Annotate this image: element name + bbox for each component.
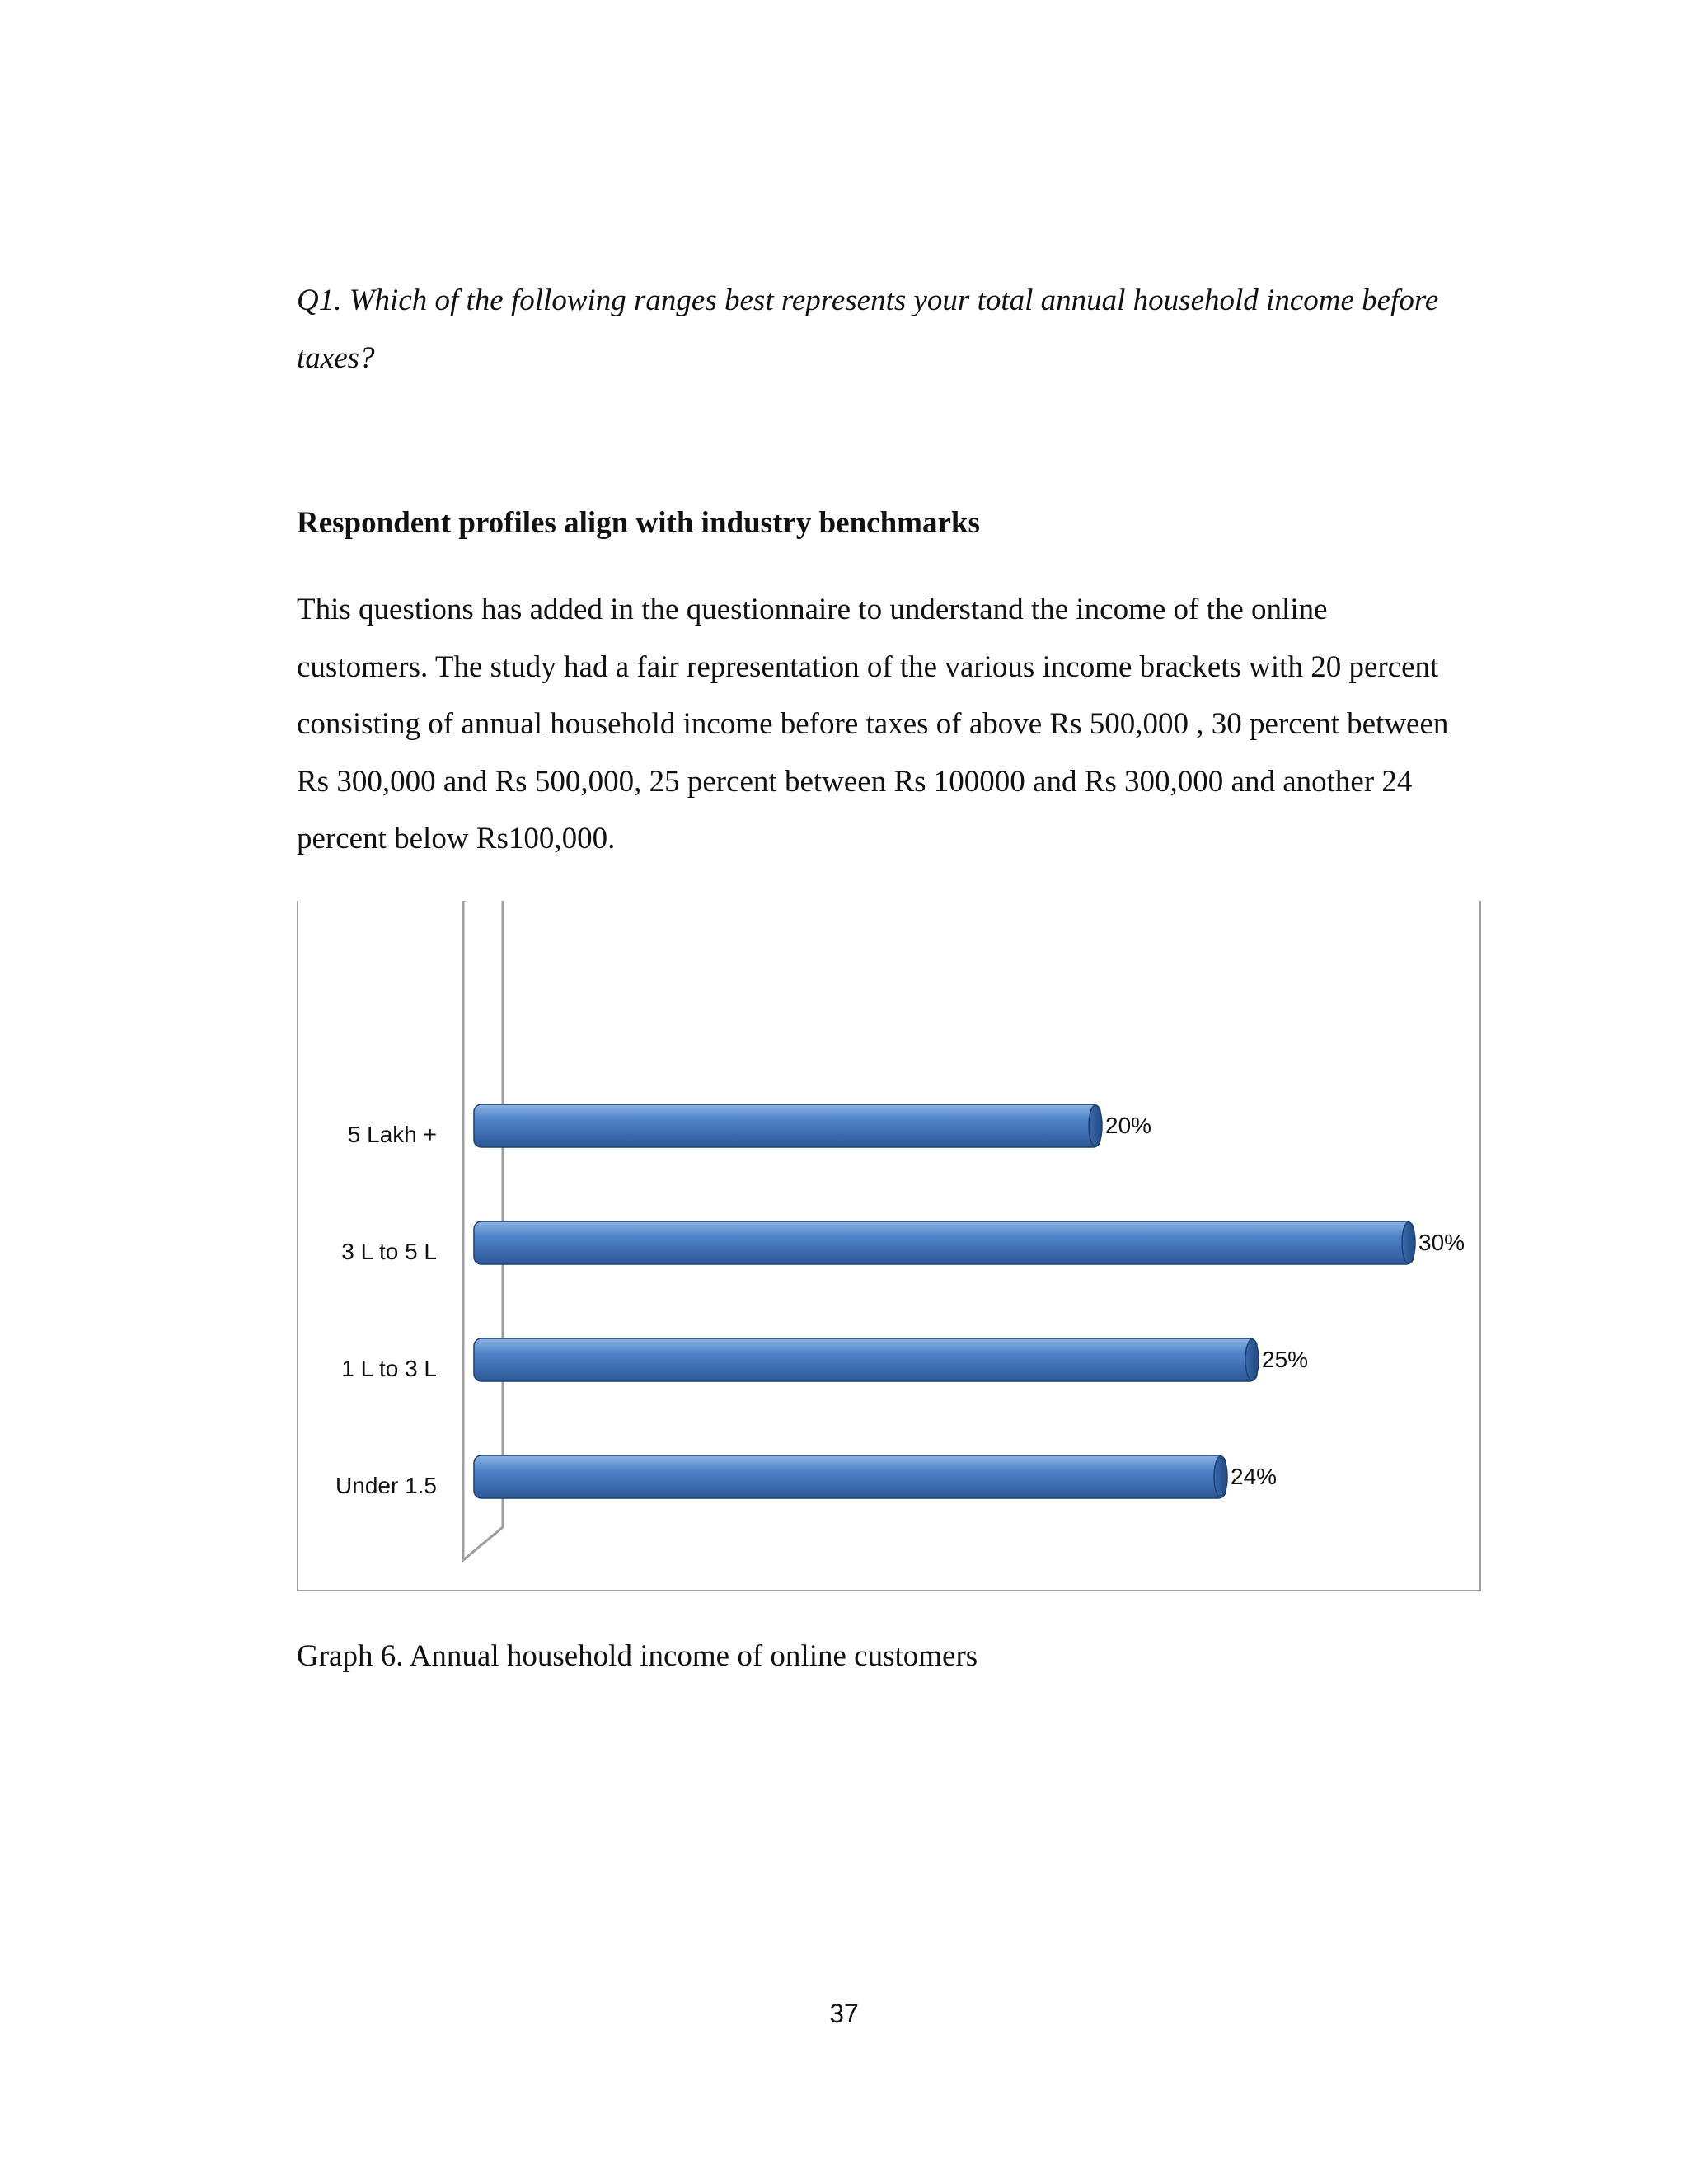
value-label: 24% — [1231, 1464, 1278, 1489]
bar — [474, 1104, 1100, 1147]
chart-canvas — [298, 901, 1479, 1590]
category-label: Under 1.5 — [335, 1473, 437, 1498]
bar-end-cap — [1089, 1105, 1102, 1146]
question-text: Q1. Which of the following ranges best represents your total annual household income before taxes? — [297, 284, 1439, 375]
category-label: 5 Lakh + — [347, 1122, 437, 1147]
body-paragraph: This questions has added in the questionnaire to understand the income of the online customers. The study had a fair representation of the various income brackets with 20 percent consisting of annual household income before taxes of above Rs 500,000 , 30 percent between Rs 300,000 and Rs 500,000, 25 percent between Rs 100000 and Rs 300,000 and another 24 percent below Rs100,000. — [297, 593, 1449, 855]
figure-caption: Graph 6. Annual household income of online customers — [297, 1639, 978, 1673]
value-label: 25% — [1262, 1347, 1309, 1372]
bar-end-cap — [1214, 1456, 1227, 1497]
bar — [474, 1455, 1226, 1498]
section-heading: Respondent profiles align with industry benchmarks — [297, 506, 980, 540]
bar — [474, 1338, 1257, 1381]
bar-end-cap — [1402, 1222, 1415, 1263]
category-label: 1 L to 3 L — [341, 1356, 437, 1381]
bar — [474, 1221, 1414, 1264]
page-number: 37 — [829, 1999, 859, 2028]
category-label: 3 L to 5 L — [341, 1239, 437, 1264]
bars-group — [335, 1104, 1465, 1498]
value-label: 30% — [1418, 1230, 1465, 1255]
bar-end-cap — [1245, 1339, 1259, 1380]
value-label: 20% — [1105, 1113, 1152, 1138]
income-bar-chart — [297, 901, 1481, 1591]
